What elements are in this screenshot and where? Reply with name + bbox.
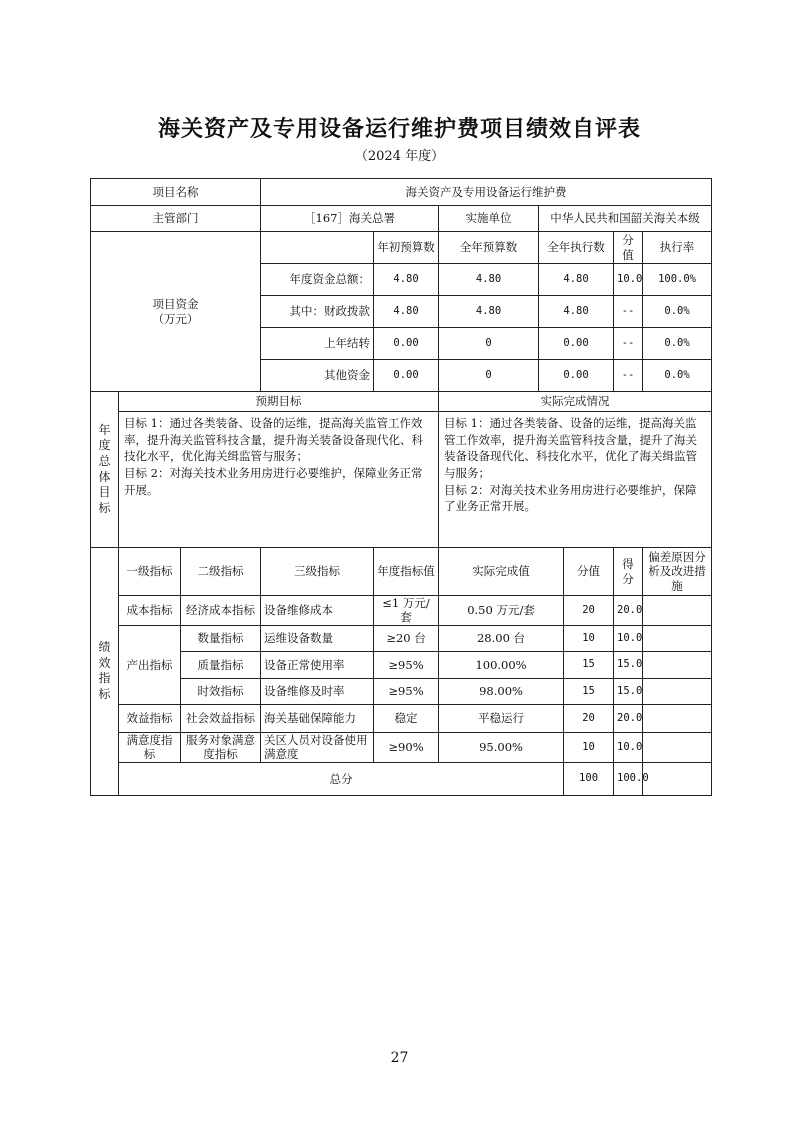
funds-score-value: -- [614,360,643,392]
funds-score-value: -- [614,328,643,360]
dept-label: 主管部门 [91,206,261,232]
indicator-level3: 海关基础保障能力 [261,704,374,732]
indicator-level2: 时效指标 [181,678,261,704]
indicator-remark [643,732,712,762]
indicator-level3: 设备正常使用率 [261,651,374,678]
funds-rate: 0.0% [643,360,712,392]
indicator-level2: 质量指标 [181,651,261,678]
indicator-target: ≥90% [374,732,439,762]
indicator-row [91,596,712,626]
funds-executed: 0.00 [539,328,614,360]
indicator-actual: 平稳运行 [439,704,564,732]
indicator-actual: 98.00% [439,678,564,704]
indicator-score-value: 10 [564,732,614,762]
funds-initial: 4.80 [374,296,439,328]
indicator-level2: 数量指标 [181,625,261,651]
indicator-row [91,704,712,732]
indicator-level2: 服务对象满意度指标 [181,732,261,762]
dept-value: ［167］海关总署 [261,206,439,232]
indicator-remark [643,704,712,732]
total-value: 100 [564,762,614,795]
indicator-header: 三级指标 [261,548,374,596]
funds-header: 年初预算数 [374,232,439,264]
indicator-target: ≥95% [374,678,439,704]
indicator-header: 偏差原因分析及改进措施 [643,548,712,596]
indicator-remark [643,625,712,651]
page-subtitle: （2024 年度） [354,149,445,164]
funds-executed: 0.00 [539,360,614,392]
indicator-score: 15.0 [614,651,643,678]
funds-row-name: 上年结转 [261,328,374,360]
indicator-target: ≥20 台 [374,625,439,651]
indicator-score: 20.0 [614,704,643,732]
indicator-score-value: 10 [564,625,614,651]
expected-goal-text: 目标 1：通过各类装备、设备的运维，提高海关监管工作效率，提升海关监管科技含量，提升海关装备设备现代化、科技化水平，优化海关缉监管与服务； 目标 2：对海关技术业务用房进行必要维护，保障业务正常开展。 [119,412,439,548]
indicator-score: 10.0 [614,625,643,651]
funds-rate: 0.0% [643,296,712,328]
indicator-group: 满意度指标 [119,732,181,762]
total-label: 总分 [119,762,564,795]
page-number: 27 [390,1050,409,1066]
indicator-score: 10.0 [614,732,643,762]
funds-annual: 0 [439,328,539,360]
funds-score-value: 10.0 [614,264,643,296]
indicator-row [91,678,712,704]
indicator-score: 20.0 [614,596,643,626]
funds-executed: 4.80 [539,264,614,296]
funds-rate: 100.0% [643,264,712,296]
funds-header: 全年预算数 [439,232,539,264]
project-name-label: 项目名称 [91,179,261,206]
funds-executed: 4.80 [539,296,614,328]
indicator-level3: 运维设备数量 [261,625,374,651]
indicator-level3: 设备维修及时率 [261,678,374,704]
indicator-header: 二级指标 [181,548,261,596]
indicator-actual: 95.00% [439,732,564,762]
indicator-header: 分值 [564,548,614,596]
indicator-row [91,732,712,762]
indicator-header: 实际完成值 [439,548,564,596]
funds-initial: 0.00 [374,328,439,360]
page-title: 海关资产及专用设备运行维护费项目绩效自评表 [157,117,641,142]
indicator-target: ≤1 万元/套 [374,596,439,626]
indicator-remark [643,678,712,704]
funds-header: 全年执行数 [539,232,614,264]
funds-row-name: 年度资金总额： [261,264,374,296]
indicator-actual: 0.50 万元/套 [439,596,564,626]
indicator-target: ≥95% [374,651,439,678]
indicator-header: 得分 [614,548,643,596]
indicator-level3: 关区人员对设备使用满意度 [261,732,374,762]
funds-annual: 4.80 [439,264,539,296]
indicator-header: 年度指标值 [374,548,439,596]
funds-annual: 4.80 [439,296,539,328]
total-score: 100.0 [614,762,643,795]
indicator-actual: 100.00% [439,651,564,678]
indicator-score-value: 20 [564,596,614,626]
indicator-group: 成本指标 [119,596,181,626]
funds-row-name: 其中：财政拨款 [261,296,374,328]
funds-initial: 4.80 [374,264,439,296]
goals-side-label: 年度总体目标 [91,392,119,548]
indicator-level2: 社会效益指标 [181,704,261,732]
indicator-group: 产出指标 [119,625,181,704]
funds-row-name: 其他资金 [261,360,374,392]
indicator-actual: 28.00 台 [439,625,564,651]
indicator-row [91,651,712,678]
funds-initial: 0.00 [374,360,439,392]
funds-annual: 0 [439,360,539,392]
indicator-row [91,625,712,651]
indicator-level3: 设备维修成本 [261,596,374,626]
indicators-side-label: 绩效指标 [91,548,119,796]
funds-header-blank [261,232,374,264]
indicator-score-value: 15 [564,678,614,704]
unit-label: 实施单位 [439,206,539,232]
unit-value: 中华人民共和国韶关海关本级 [539,206,712,232]
expected-goal-header: 预期目标 [119,392,439,412]
funds-label: 项目资金 （万元） [91,232,261,392]
indicator-score-value: 20 [564,704,614,732]
evaluation-table [90,178,712,796]
indicator-group: 效益指标 [119,704,181,732]
funds-header: 执行率 [643,232,712,264]
project-name-value: 海关资产及专用设备运行维护费 [261,179,712,206]
actual-goal-header: 实际完成情况 [439,392,712,412]
funds-score-value: -- [614,296,643,328]
indicator-remark [643,596,712,626]
indicator-score: 15.0 [614,678,643,704]
funds-rate: 0.0% [643,328,712,360]
actual-goal-text: 目标 1：通过各类装备、设备的运维，提高海关监管工作效率，提升海关监管科技含量，提升了海关装备设备现代化、科技化水平，优化了海关缉监管与服务； 目标 2：对海关技术业务用房进行必要维护，保障了业务正常开展。 [439,412,712,548]
total-remark [643,762,712,795]
indicator-header: 一级指标 [119,548,181,596]
funds-header: 分值 [614,232,643,264]
indicator-target: 稳定 [374,704,439,732]
indicator-score-value: 15 [564,651,614,678]
indicator-remark [643,651,712,678]
indicator-level2: 经济成本指标 [181,596,261,626]
